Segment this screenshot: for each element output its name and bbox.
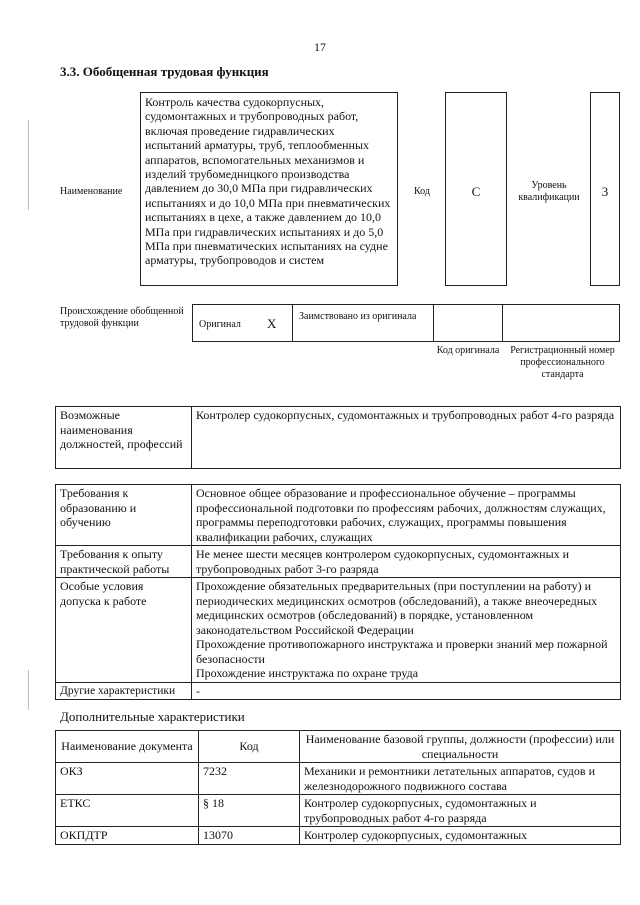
original-cell: [192, 304, 293, 342]
education-value: Основное общее образование и профессиональное обучение – программы профессиональной подготовки по профессиям рабочих, должностям служащих, программы переподготовки рабочих, служащих, программы повышения квалификации рабочих, служащих: [192, 485, 621, 546]
table-row: [56, 546, 621, 578]
borrowed-label: Заимствовано из оригинала: [299, 311, 417, 322]
cell-code: § 18: [199, 795, 300, 827]
cell-code: 7232: [199, 763, 300, 795]
cell-document: ОКПДТР: [56, 827, 199, 845]
experience-label: Требования к опыту практической работы: [56, 546, 192, 578]
page-number: 17: [314, 40, 326, 54]
additional-table: [55, 730, 621, 845]
level-label: Уровень квалификации: [518, 180, 580, 203]
additional-title: Дополнительные характеристики: [60, 709, 245, 724]
admission-value: [192, 578, 621, 683]
name-label: Наименование: [60, 186, 123, 197]
table-row: [56, 407, 621, 469]
table-row: [56, 763, 621, 795]
positions-table: [55, 406, 621, 469]
experience-value: Не менее шести месяцев контролером судокорпусных, судомонтажных и трубопроводных работ 3-го разряда: [192, 546, 621, 578]
borrowed-cell: [292, 304, 434, 342]
table-row: [56, 485, 621, 546]
requirements-table: [55, 484, 621, 700]
positions-value: Контролер судокорпусных, судомонтажных и трубопроводных работ 4-го разряда: [192, 407, 621, 469]
header-group: Наименование базовой группы, должности (профессии) или специальности: [300, 731, 621, 763]
code-box: [445, 92, 507, 286]
other-label: Другие характеристики: [56, 682, 192, 700]
reg-number-cell: [502, 304, 620, 342]
header-code: Код: [199, 731, 300, 763]
scan-margin-mark: [28, 120, 29, 210]
admission-line: Прохождение инструктажа по охране труда: [196, 666, 419, 680]
cell-group: Механики и ремонтники летательных аппаратов, судов и железнодорожного подвижного состава: [300, 763, 621, 795]
positions-label: Возможные наименования должностей, профессий: [56, 407, 192, 469]
code-label: Код: [414, 186, 430, 197]
table-header-row: [56, 731, 621, 763]
table-row: [56, 795, 621, 827]
reg-number-caption: Регистрационный номер профессионального стандарта: [510, 345, 615, 380]
cell-group: Контролер судокорпусных, судомонтажных: [300, 827, 621, 845]
other-value: -: [192, 682, 621, 700]
table-row: [56, 578, 621, 683]
original-mark: X: [267, 316, 277, 331]
cell-group: Контролер судокорпусных, судомонтажных и трубопроводных работ 4-го разряда: [300, 795, 621, 827]
education-label: Требования к образованию и обучению: [56, 485, 192, 546]
level-value: 3: [601, 184, 609, 199]
code-value: C: [471, 184, 481, 199]
cell-code: 13070: [199, 827, 300, 845]
table-row: [56, 682, 621, 700]
origin-label: Происхождение обобщенной трудовой функции: [60, 306, 184, 329]
cell-document: ЕТКС: [56, 795, 199, 827]
table-row: [56, 827, 621, 845]
scan-margin-mark: [28, 670, 29, 710]
code-original-cell: [433, 304, 503, 342]
original-label: Оригинал: [199, 319, 241, 330]
code-original-caption: Код оригинала: [436, 345, 500, 356]
level-box: [590, 92, 620, 286]
header-document: Наименование документа: [56, 731, 199, 763]
function-name-text: Контроль качества судокорпусных, судомонтажных и трубопроводных работ, включая проведение гидравлических испытаний арматуры, труб, теплообменных аппаратов, вспомогательных механизмов и изделий трубомедницкого производства давлением до 30,0 МПа при гидравлических испытаниях и до 10,0 МПа при пневматических испытаниях в цехе, а также давлением до 10,0 МПа при гидравлических испытаниях и до 5,0 МПа при пневматических испытаниях на судне арматуры, трубопроводов и систем: [145, 95, 391, 268]
admission-label: Особые условия допуска к работе: [56, 578, 192, 683]
section-title: 3.3. Обобщенная трудовая функция: [60, 64, 269, 79]
cell-document: ОКЗ: [56, 763, 199, 795]
admission-line: Прохождение обязательных предварительных (при поступлении на работу) и периодических медицинских осмотров (обследований), а также внеочередных медицинских осмотров (обследований) в порядке, установленном законодательством Российской Федерации: [196, 579, 598, 637]
admission-line: Прохождение противопожарного инструктажа и проверки знаний мер пожарной безопасности: [196, 637, 608, 666]
function-name-box: [140, 92, 398, 286]
